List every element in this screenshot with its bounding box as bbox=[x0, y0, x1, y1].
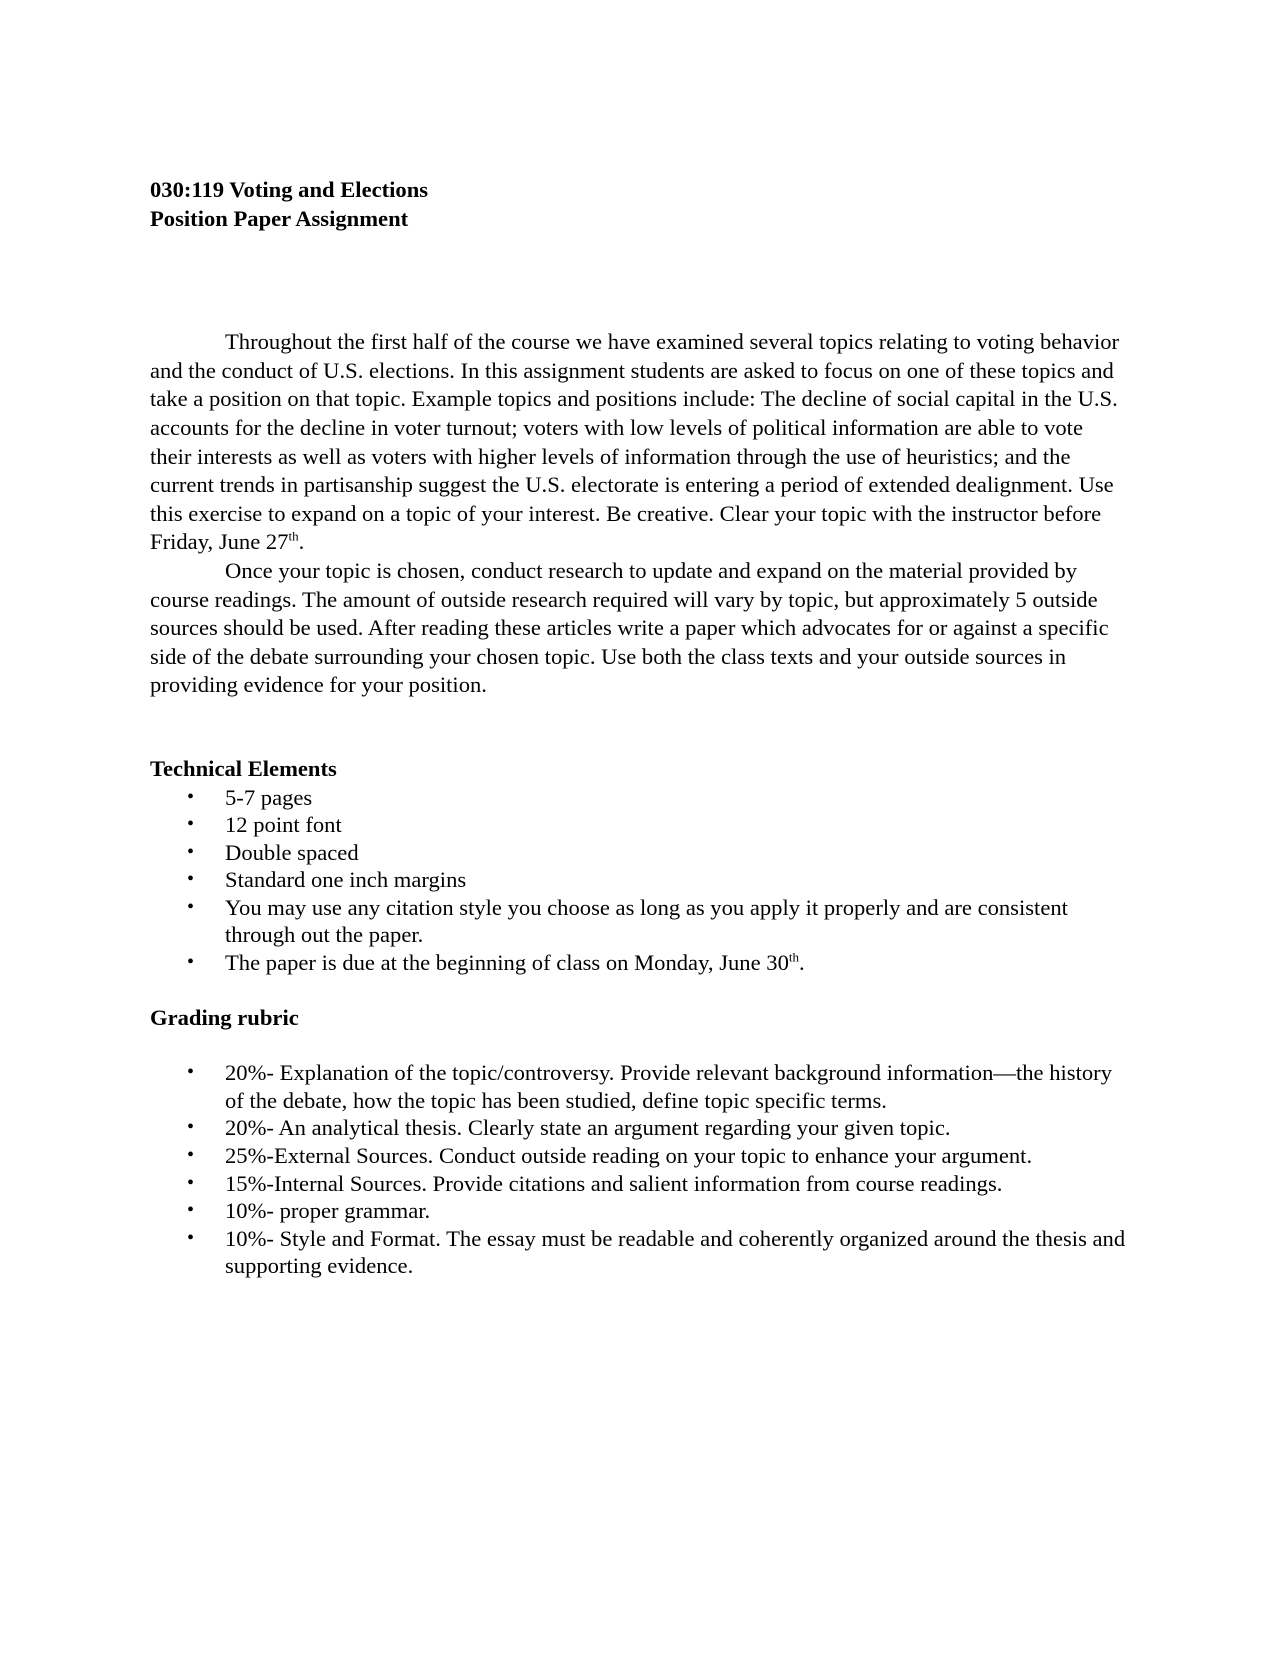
list-item bbox=[150, 1170, 1130, 1198]
list-item-text: 5-7 pages bbox=[225, 784, 313, 810]
due-date-end: . bbox=[799, 950, 805, 976]
list-item-text: 10%- Style and Format. The essay must be readable and coherently organized around the thesis and supporting evidence. bbox=[225, 1225, 1126, 1279]
bullet-icon: • bbox=[187, 1171, 195, 1194]
list-item bbox=[150, 866, 1130, 894]
list-item bbox=[150, 1114, 1130, 1142]
bullet-icon: • bbox=[187, 1226, 195, 1249]
list-item bbox=[150, 1197, 1130, 1225]
list-item bbox=[150, 1059, 1130, 1114]
list-item-text: You may use any citation style you choose as long as you apply it properly and are consistent through out the paper. bbox=[225, 894, 1068, 948]
list-item bbox=[150, 949, 1130, 977]
list-item bbox=[150, 811, 1130, 839]
bullet-icon: • bbox=[187, 1144, 195, 1167]
technical-elements-heading: Technical Elements bbox=[150, 755, 337, 781]
due-date-text: The paper is due at the beginning of class on Monday, June 30 bbox=[225, 950, 789, 976]
bullet-icon: • bbox=[187, 813, 195, 836]
list-item-text: Double spaced bbox=[225, 839, 359, 865]
paragraph-research: Once your topic is chosen, conduct research to update and expand on the material provided by course readings. The amount of outside research required will vary by topic, but approximately 5 outside sources should be used. After reading these articles write a paper which advocates for or against a specific side of the debate surrounding your chosen topic. Use both the class texts and your outside sources in providing evidence for your position. bbox=[150, 557, 1109, 698]
list-item-text: 12 point font bbox=[225, 812, 342, 838]
list-item bbox=[150, 894, 1130, 949]
grading-rubric-list bbox=[150, 1059, 1130, 1280]
paragraph-topic-text: Throughout the first half of the course we have examined several topics relating to voting behavior and the conduct of U.S. elections. In this assignment students are asked to focus on one of these topics and take a position on that topic. Example topics and positions include: The decline of social capital in the U.S. accounts for the decline in voter turnout; voters with low levels of political information are able to vote their interests as well as voters with higher levels of information through the use of heuristics; and the current trends in partisanship suggest the U.S. electorate is entering a period of extended dealignment. Use this exercise to expand on a topic of your interest. Be creative. Clear your topic with the instructor before Friday, June 27 bbox=[150, 329, 1120, 555]
list-item bbox=[150, 839, 1130, 867]
ordinal-suffix: th bbox=[788, 949, 799, 965]
list-item-text: 10%- proper grammar. bbox=[225, 1198, 431, 1224]
bullet-icon: • bbox=[187, 785, 195, 808]
list-item bbox=[150, 1142, 1130, 1170]
paragraph-topic-end: . bbox=[298, 529, 305, 555]
course-title: 030:119 Voting and Elections bbox=[150, 177, 429, 202]
bullet-icon: • bbox=[187, 868, 195, 891]
ordinal-suffix: th bbox=[288, 528, 299, 544]
list-item bbox=[150, 1225, 1130, 1280]
paragraph-topic bbox=[150, 328, 1130, 557]
list-item bbox=[150, 784, 1130, 812]
grading-rubric-heading: Grading rubric bbox=[150, 1004, 299, 1030]
assignment-description bbox=[150, 328, 1130, 700]
list-item-text: Standard one inch margins bbox=[225, 867, 467, 893]
list-item-text: 15%-Internal Sources. Provide citations and salient information from course readings. bbox=[225, 1170, 1003, 1196]
bullet-icon: • bbox=[187, 840, 195, 863]
bullet-icon: • bbox=[187, 895, 195, 918]
list-item-text: 20%- An analytical thesis. Clearly state an argument regarding your given topic. bbox=[225, 1115, 951, 1141]
bullet-icon: • bbox=[187, 951, 195, 974]
technical-elements-list bbox=[150, 784, 1130, 977]
bullet-icon: • bbox=[187, 1199, 195, 1222]
bullet-icon: • bbox=[187, 1061, 195, 1084]
list-item-text: 20%- Explanation of the topic/controversy. Provide relevant background information—the history of the debate, how the topic has been studied, define topic specific terms. bbox=[225, 1060, 1112, 1113]
bullet-icon: • bbox=[187, 1116, 195, 1139]
document-content bbox=[150, 176, 1130, 1280]
list-item-text: 25%-External Sources. Conduct outside reading on your topic to enhance your argument. bbox=[225, 1143, 1033, 1169]
assignment-title: Position Paper Assignment bbox=[150, 205, 409, 231]
